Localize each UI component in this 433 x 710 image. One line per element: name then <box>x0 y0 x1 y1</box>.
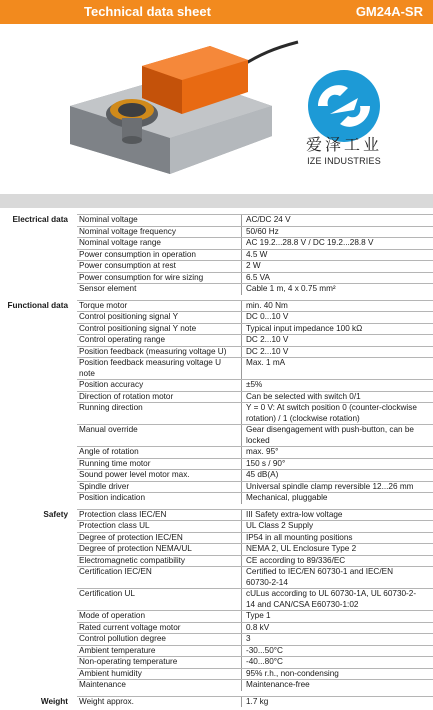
spec-value: UL Class 2 Supply <box>246 521 314 530</box>
spec-parameter: Running time motor <box>77 459 242 470</box>
spec-row <box>77 520 433 532</box>
spec-value: Y = 0 V: At switch position 0 (counter-clockwise rotation) / 1 (clockwise rotation) <box>246 403 417 423</box>
spec-parameter: Nominal voltage frequency <box>77 227 242 238</box>
spec-row <box>77 458 433 470</box>
spec-parameter: Running direction <box>77 403 242 424</box>
spec-parameter: Sound power level motor max. <box>77 470 242 481</box>
spec-row <box>77 346 433 358</box>
spec-value: 2 W <box>246 261 261 270</box>
spec-row <box>77 469 433 481</box>
spec-value: AC 19.2...28.8 V / DC 19.2...28.8 V <box>246 238 374 247</box>
spec-parameter: Position indication <box>77 493 242 504</box>
spec-row <box>77 645 433 657</box>
spec-row <box>77 696 433 708</box>
spec-parameter: Certification IEC/EN <box>77 567 242 588</box>
spec-value: 45 dB(A) <box>246 470 279 479</box>
spec-row <box>77 622 433 634</box>
spec-parameter: Ambient humidity <box>77 669 242 680</box>
spec-parameter: Control pollution degree <box>77 634 242 645</box>
spec-row <box>77 357 433 379</box>
spec-value: DC 2...10 V <box>246 335 289 344</box>
spec-row <box>77 272 433 284</box>
spec-parameter: Degree of protection NEMA/UL <box>77 544 242 555</box>
spec-value: 4.5 W <box>246 249 268 259</box>
spec-value: max. 95° <box>246 447 279 456</box>
spec-value: Mechanical, pluggable <box>246 493 328 502</box>
spec-value: 0.8 kV <box>246 622 270 632</box>
spec-value: 1.7 kg <box>246 696 269 706</box>
spec-value: Certified to IEC/EN 60730-1 and IEC/EN 60730-2-14 <box>246 567 393 587</box>
spec-parameter: Weight approx. <box>77 697 242 708</box>
spec-value: 3 <box>246 634 251 643</box>
spec-row <box>77 668 433 680</box>
spec-row <box>77 543 433 555</box>
spec-parameter: Certification UL <box>77 589 242 610</box>
spec-parameter: Angle of rotation <box>77 447 242 458</box>
document-title: Technical data sheet <box>84 4 211 19</box>
spec-parameter: Power consumption for wire sizing <box>77 273 242 284</box>
spec-row <box>77 402 433 424</box>
spec-parameter: Power consumption in operation <box>77 250 242 261</box>
spec-row <box>77 446 433 458</box>
spec-parameter: Non-operating temperature <box>77 657 242 668</box>
spec-value: Universal spindle clamp reversible 12...26 mm <box>246 481 414 491</box>
spec-row <box>77 311 433 323</box>
spec-row <box>77 334 433 346</box>
spec-value: IP54 in all mounting positions <box>246 532 353 542</box>
spec-value: 6.5 VA <box>246 272 270 282</box>
spec-value: 150 s / 90° <box>246 458 286 468</box>
spec-parameter: Protection class IEC/EN <box>77 510 242 521</box>
spec-section <box>0 509 433 691</box>
spec-row <box>77 555 433 567</box>
spec-row <box>77 481 433 493</box>
spec-value: AC/DC 24 V <box>246 215 291 224</box>
spec-row <box>77 633 433 645</box>
actuator-photo <box>60 26 300 194</box>
spec-section <box>0 214 433 295</box>
spec-row <box>77 391 433 403</box>
spec-parameter: Manual override <box>77 425 242 446</box>
spec-value: DC 0...10 V <box>246 312 289 321</box>
spec-parameter: Control positioning signal Y <box>77 312 242 323</box>
spec-value: cULus according to UL 60730-1A, UL 60730-2-14 and CAN/CSA E60730-1:02 <box>246 589 417 609</box>
spec-value: -40...80°C <box>246 657 283 666</box>
spec-row <box>77 323 433 335</box>
model-number: GM24A-SR <box>355 4 423 19</box>
spec-parameter: Nominal voltage <box>77 215 242 226</box>
spec-value: Cable 1 m, 4 x 0.75 mm² <box>246 284 336 293</box>
spec-value: NEMA 2, UL Enclosure Type 2 <box>246 544 357 553</box>
spec-row <box>77 283 433 295</box>
section-label: Electrical data <box>12 215 68 224</box>
section-label: Functional data <box>7 300 68 310</box>
spec-value: min. 40 Nm <box>246 300 288 310</box>
section-divider-band <box>0 194 433 208</box>
spec-parameter: Control operating range <box>77 335 242 346</box>
spec-row <box>77 237 433 249</box>
spec-row <box>77 492 433 504</box>
spec-parameter: Power consumption at rest <box>77 261 242 272</box>
spec-value: CE according to 89/336/EC <box>246 555 346 565</box>
section-label: Weight <box>40 696 68 706</box>
spec-value: Can be selected with switch 0/1 <box>246 391 361 401</box>
spec-value: Type 1 <box>246 611 271 620</box>
spec-parameter: Direction of rotation motor <box>77 392 242 403</box>
spec-value: Max. 1 mA <box>246 358 286 367</box>
spec-section <box>0 696 433 708</box>
spec-parameter: Spindle driver <box>77 482 242 493</box>
spec-parameter: Position accuracy <box>77 380 242 391</box>
spec-row <box>77 226 433 238</box>
spec-parameter: Control positioning signal Y note <box>77 324 242 335</box>
spec-row <box>77 300 433 312</box>
spec-parameter: Rated current voltage motor <box>77 623 242 634</box>
spec-row <box>77 249 433 261</box>
spec-value: Typical input impedance 100 kΩ <box>246 323 363 333</box>
spec-value: Gear disengagement with push-button, can be locked <box>246 425 414 445</box>
spec-row <box>77 424 433 446</box>
spec-row <box>77 679 433 691</box>
spec-row <box>77 379 433 391</box>
spec-parameter: Sensor element <box>77 284 242 295</box>
spec-row <box>77 588 433 610</box>
spec-parameter: Protection class UL <box>77 521 242 532</box>
spec-row <box>77 656 433 668</box>
spec-parameter: Position feedback (measuring voltage U) <box>77 347 242 358</box>
spec-value: 50/60 Hz <box>246 226 279 236</box>
spec-row <box>77 509 433 521</box>
section-label: Safety <box>43 509 68 519</box>
spec-row <box>77 566 433 588</box>
spec-value: Maintenance-free <box>246 680 310 689</box>
logo-english-text: IZE INDUSTRIES <box>307 156 381 166</box>
spec-row <box>77 260 433 272</box>
spec-parameter: Maintenance <box>77 680 242 691</box>
spec-section <box>0 300 433 504</box>
spec-parameter: Torque motor <box>77 301 242 312</box>
spec-parameter: Mode of operation <box>77 611 242 622</box>
spec-parameter: Nominal voltage range <box>77 238 242 249</box>
spec-value: DC 2...10 V <box>246 346 289 356</box>
spec-value: -30...50°C <box>246 645 283 655</box>
spec-table <box>0 214 433 707</box>
spec-parameter: Degree of protection IEC/EN <box>77 533 242 544</box>
spec-parameter: Electromagnetic compatibility <box>77 556 242 567</box>
spec-row <box>77 214 433 226</box>
header-bar <box>0 0 433 24</box>
spec-value: III Safety extra-low voltage <box>246 509 343 519</box>
spec-row <box>77 532 433 544</box>
spec-value: 95% r.h., non-condensing <box>246 668 339 678</box>
spec-row <box>77 610 433 622</box>
spec-parameter: Ambient temperature <box>77 646 242 657</box>
spec-parameter: Position feedback measuring voltage U note <box>77 358 242 379</box>
spec-value: ±5% <box>246 380 263 389</box>
logo-chinese-text: 爱泽工业 <box>305 135 382 154</box>
